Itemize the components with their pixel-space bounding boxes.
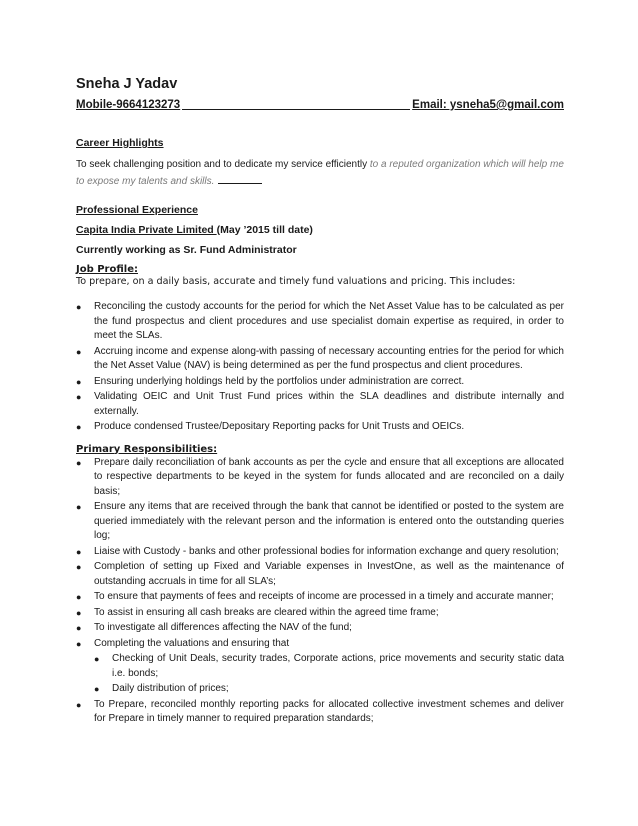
contact-underline-spacer bbox=[182, 96, 410, 110]
resume-page bbox=[76, 74, 564, 727]
career-highlights-heading: Career Highlights bbox=[76, 137, 164, 149]
list-item: ● Accruing income and expense along-with passing of necessary accounting entries for the period for which the Net Asset Value (NAV) is being determined as per the fund prospectus and client procedures. bbox=[76, 345, 564, 371]
candidate-name: Sneha J Yadav bbox=[76, 76, 178, 92]
list-item: ● Validating OEIC and Unit Trust Fund prices within the SLA deadlines and distribute internally and externally. bbox=[76, 391, 564, 417]
bullet-icon: ● bbox=[76, 638, 82, 649]
list-item: ● To Prepare, reconciled monthly reporting packs for allocated collective investment schemes and deliver for Prepare in timely manner to required preparation standards; bbox=[76, 698, 564, 724]
list-item: ● Completing the valuations and ensuring that bbox=[76, 637, 564, 652]
list-item: ● To ensure that payments of fees and receipts of income are processed in a timely and accurate manner; bbox=[76, 590, 564, 605]
bullet-icon: ● bbox=[76, 699, 82, 710]
job-profile-intro: To prepare, on a daily basis, accurate and timely fund valuations and pricing. This includes: bbox=[76, 276, 516, 287]
professional-experience-heading: Professional Experience bbox=[76, 204, 198, 216]
responsibilities-list bbox=[76, 456, 564, 652]
list-item: ● Daily distribution of prices; bbox=[94, 682, 564, 697]
bullet-icon: ● bbox=[76, 546, 82, 557]
list-item: ● To investigate all differences affecting the NAV of the fund; bbox=[76, 621, 564, 636]
job-profile-heading-text: Job Profile bbox=[76, 264, 134, 275]
list-item: ● Ensure any items that are received through the bank that cannot be identified or posted to the system are queried immediately with the relevant person and the information is entered onto the outstanding queries log; bbox=[76, 501, 564, 541]
list-item: ● Liaise with Custody - banks and other professional bodies for information exchange and query resolution; bbox=[76, 545, 564, 560]
list-item: ● Prepare daily reconciliation of bank accounts as per the cycle and ensure that all exceptions are allocated to respective departments to be keyed in the system for funds allocated and are reconciled on a daily basis; bbox=[76, 456, 564, 497]
list-item: ● Produce condensed Trustee/Depositary Reporting packs for Unit Trusts and OEICs. bbox=[76, 420, 564, 435]
bullet-icon: ● bbox=[76, 457, 82, 468]
email-address: Email: ysneha5@gmail.com bbox=[412, 99, 564, 111]
bullet-icon: ● bbox=[76, 592, 82, 602]
contact-line bbox=[76, 96, 564, 114]
current-role: Currently working as Sr. Fund Administrator bbox=[76, 244, 297, 256]
bullet-icon: ● bbox=[76, 623, 82, 633]
company-name: Capita India Private Limited bbox=[76, 224, 217, 236]
list-item: ● Checking of Unit Deals, security trades, Corporate actions, price movements and security static data i.e. bonds; bbox=[94, 653, 564, 679]
valuation-sublist bbox=[94, 652, 564, 697]
responsibilities-list-continued bbox=[76, 698, 564, 727]
job-profile-heading bbox=[76, 264, 564, 276]
bullet-icon: ● bbox=[76, 346, 82, 357]
blank-underline bbox=[218, 173, 262, 184]
bullet-icon: ● bbox=[76, 422, 82, 432]
bullet-icon: ● bbox=[76, 502, 82, 512]
mobile-number: Mobile-9664123273 bbox=[76, 99, 181, 111]
bullet-icon: ● bbox=[76, 376, 82, 387]
list-item: ● Completion of setting up Fixed and Variable expenses in InvestOne, as well as the maintenance of outstanding accruals in time for all SLA’s; bbox=[76, 561, 564, 587]
bullet-icon: ● bbox=[76, 562, 82, 572]
career-objective-plain: To seek challenging position and to dedicate my service efficiently bbox=[76, 159, 370, 170]
bullet-icon: ● bbox=[76, 392, 82, 402]
job-profile-heading-colon: : bbox=[133, 264, 138, 275]
company-line bbox=[76, 223, 564, 237]
bullet-icon: ● bbox=[76, 302, 82, 312]
bullet-icon: ● bbox=[94, 654, 100, 664]
list-item: ● To assist in ensuring all cash breaks are cleared within the agreed time frame; bbox=[76, 606, 564, 621]
bullet-icon: ● bbox=[94, 684, 100, 694]
career-objective-italic: to a reputed organization which will help me to expose my talents and skills. bbox=[76, 159, 564, 187]
job-profile-list bbox=[76, 300, 564, 435]
primary-responsibilities-heading: Primary Responsibilities: bbox=[76, 443, 218, 455]
list-item: ● Reconciling the custody accounts for the period for which the Net Asset Value has to be calculated as per the fund prospectus and client procedures and use specialist domain expertise as required, in order to meet the SLAs. bbox=[76, 301, 564, 341]
career-objective bbox=[76, 156, 564, 190]
employment-period: (May ’2015 till date) bbox=[216, 224, 313, 236]
bullet-icon: ● bbox=[76, 607, 82, 618]
list-item: ● Ensuring underlying holdings held by the portfolios under administration are correct. bbox=[76, 375, 564, 390]
